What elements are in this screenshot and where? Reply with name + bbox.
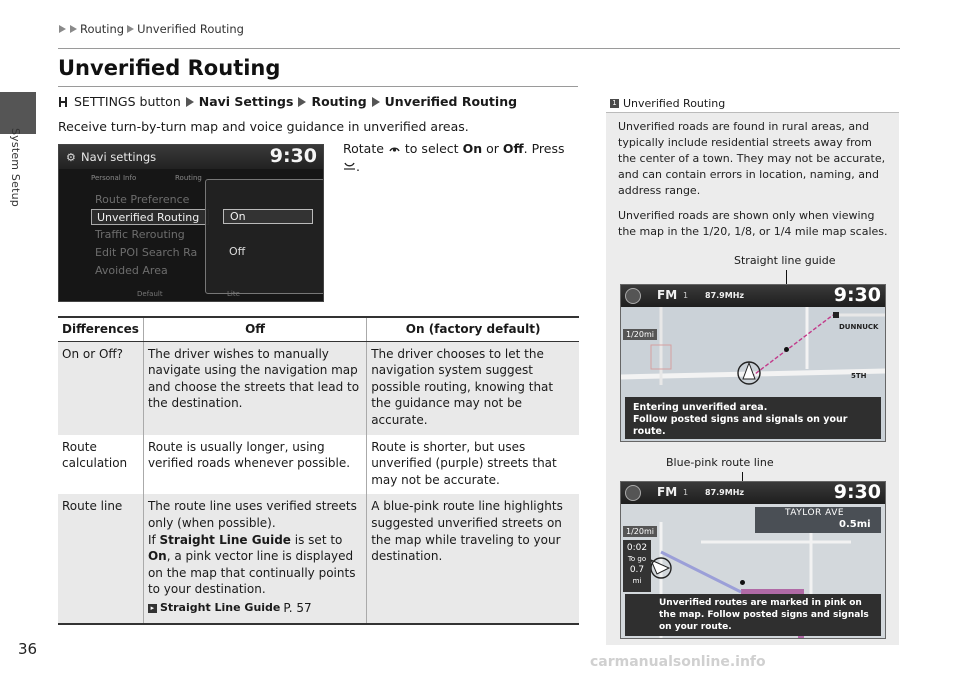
- breadcrumb: [58, 22, 244, 36]
- navi-menu-item: Edit POI Search Ra: [95, 246, 198, 259]
- cell-off: Route is usually longer, using verified roads whenever possible.: [143, 435, 366, 495]
- audio-frequency: 87.9MHz: [705, 488, 745, 497]
- cross-reference-icon: ▸: [148, 604, 157, 613]
- navi-title: Navi settings: [81, 150, 157, 164]
- cell-on: The driver chooses to let the navigation system suggest possible routing, knowing that the guidance may not be accurate.: [367, 341, 579, 434]
- table-header: Differences: [58, 317, 143, 341]
- breadcrumb-arrow-icon: [59, 25, 66, 33]
- cell-off-text: The route line uses verified streets only (when possible).: [147, 499, 357, 530]
- navi-menu-item: Avoided Area: [95, 264, 168, 277]
- reference-icon: 1: [610, 99, 619, 108]
- menu-path-start: SETTINGS button: [74, 94, 181, 109]
- instruction-off: Off: [502, 141, 524, 156]
- map-message-line: Unverified routes are marked in pink on: [659, 598, 862, 608]
- page-number: 36: [18, 640, 38, 658]
- home-button-icon: [58, 96, 69, 108]
- eta-time: 0:02: [626, 543, 648, 553]
- row-label: On or Off?: [58, 341, 143, 434]
- sidebar-heading: [606, 95, 899, 113]
- street-label: 5TH: [851, 372, 867, 380]
- eta-distance: 0.7: [629, 565, 645, 575]
- path-arrow-icon: [186, 97, 194, 107]
- leader-dot: [784, 347, 789, 352]
- left-margin: [0, 0, 36, 678]
- menu-path-step: Routing: [311, 94, 367, 109]
- title-divider: [58, 86, 578, 87]
- table-header-row: [58, 317, 579, 341]
- map-clock: 9:30: [833, 481, 881, 503]
- compass-icon: [625, 485, 641, 501]
- audio-frequency: 87.9MHz: [705, 291, 745, 300]
- cell-off-on: On: [147, 549, 167, 564]
- sidebar-paragraph: Unverified roads are found in rural areas, and typically include residential streets away from the center of a town. They may not be accurate, and can contain errors in location, naming, and address range.: [618, 120, 886, 197]
- breadcrumb-item[interactable]: Unverified Routing: [137, 22, 244, 36]
- next-street-distance: 0.5mi: [839, 519, 871, 530]
- table-row: [58, 435, 579, 495]
- cell-off-guide: Straight Line Guide: [159, 532, 291, 547]
- path-arrow-icon: [298, 97, 306, 107]
- cell-off: [143, 494, 366, 623]
- caption-straight-line-guide: Straight line guide: [734, 254, 836, 267]
- audio-preset: 1: [683, 291, 689, 300]
- map-message-line: on your route.: [659, 622, 732, 632]
- eta-label: To go: [627, 555, 647, 563]
- navi-menu-item: Route Preference: [95, 193, 190, 206]
- table-header: Off: [143, 317, 366, 341]
- instruction-press: . Press: [523, 141, 565, 156]
- navi-bottom-label: Lite: [227, 290, 240, 298]
- table-row: [58, 494, 579, 623]
- cell-off-rest: , a pink vector line is displayed on the map that continually points to your destination.: [147, 549, 356, 597]
- cell-on: Route is shorter, but uses unverified (purple) streets that may not be accurate.: [371, 439, 557, 487]
- navi-clock: 9:30: [269, 145, 317, 167]
- map-screenshot-straight-line: [620, 284, 886, 442]
- navi-option-popup: [205, 179, 324, 294]
- instruction-to-select: to select: [404, 141, 459, 156]
- next-street-banner: [755, 507, 881, 533]
- map-message-line: the map. Follow posted signs and signals: [659, 610, 869, 620]
- instruction-or: or: [486, 141, 499, 156]
- compass-icon: [625, 288, 641, 304]
- menu-path-step: Unverified Routing: [384, 94, 518, 109]
- map-message: [625, 594, 881, 636]
- map-clock: 9:30: [833, 284, 881, 306]
- instruction-end: .: [356, 159, 360, 174]
- breadcrumb-arrow-icon: [127, 25, 134, 33]
- audio-source: FM: [657, 485, 678, 499]
- interface-dial-icon: [388, 142, 401, 155]
- cell-off-if: If: [147, 532, 156, 547]
- eta-unit: mi: [632, 577, 642, 585]
- section-label: System Setup: [9, 128, 22, 207]
- intro-text: Receive turn-by-turn map and voice guidance in unverified areas.: [58, 119, 469, 134]
- navi-subtab: Routing: [175, 174, 202, 182]
- row-label: Route calculation: [58, 435, 143, 495]
- differences-table: [58, 316, 579, 625]
- map-scale: 1/20mi: [623, 329, 657, 340]
- caption-blue-pink-route-line: Blue-pink route line: [666, 456, 774, 469]
- cell-on: A blue-pink route line highlights suggested unverified streets on the map while traveling to your destination.: [367, 494, 579, 623]
- instruction-rotate: Rotate: [343, 141, 384, 156]
- breadcrumb-arrow-icon: [70, 25, 77, 33]
- navi-bottom-label: Default: [137, 290, 163, 298]
- map-scale: 1/20mi: [623, 526, 657, 537]
- sidebar-heading-text: Unverified Routing: [623, 96, 726, 110]
- audio-source: FM: [657, 288, 678, 302]
- map-screenshot-route-line: [620, 481, 886, 639]
- menu-path-step: Navi Settings: [198, 94, 294, 109]
- map-message-line: Entering unverified area.: [633, 402, 768, 413]
- sidebar-paragraph: Unverified roads are shown only when viewing the map in the 1/20, 1/8, or 1/4 mile map scales.: [618, 209, 888, 238]
- page-title: Unverified Routing: [58, 56, 281, 80]
- instruction-text: [343, 140, 583, 176]
- breadcrumb-item[interactable]: Routing: [80, 22, 125, 36]
- eta-panel: [623, 540, 651, 592]
- navi-menu-item: Traffic Rerouting: [95, 228, 185, 241]
- navi-menu-item-selected: Unverified Routing: [91, 209, 209, 225]
- navi-option-off: Off: [229, 245, 246, 258]
- navi-settings-screenshot: [58, 144, 324, 302]
- path-arrow-icon: [372, 97, 380, 107]
- street-label: DUNNUCK: [839, 323, 879, 331]
- enter-button-icon: [343, 160, 356, 173]
- xref-page[interactable]: P. 57: [283, 600, 312, 615]
- gear-icon: ⚙: [66, 151, 76, 164]
- instruction-on: On: [462, 141, 483, 156]
- row-label: Route line: [58, 494, 143, 623]
- xref-title[interactable]: Straight Line Guide: [159, 600, 281, 614]
- cell-off: The driver wishes to manually navigate using the navigation map and choose the streets that lead to the destination.: [143, 341, 366, 434]
- header-divider: [58, 48, 900, 49]
- audio-preset: 1: [683, 488, 689, 497]
- map-message-line: Follow posted signs and signals on your route.: [633, 414, 848, 437]
- cell-off-set: is set to: [294, 532, 343, 547]
- menu-path: [58, 94, 517, 109]
- leader-dot: [740, 580, 745, 585]
- next-street-name: TAYLOR AVE: [785, 508, 845, 518]
- navi-option-on: On: [223, 209, 313, 224]
- table-header: On (factory default): [367, 317, 579, 341]
- cross-reference-link[interactable]: [148, 600, 362, 617]
- watermark: carmanualsonline.info: [590, 654, 766, 670]
- navi-subtab: Personal Info: [91, 174, 137, 182]
- table-row: [58, 341, 579, 434]
- map-message: [625, 397, 881, 439]
